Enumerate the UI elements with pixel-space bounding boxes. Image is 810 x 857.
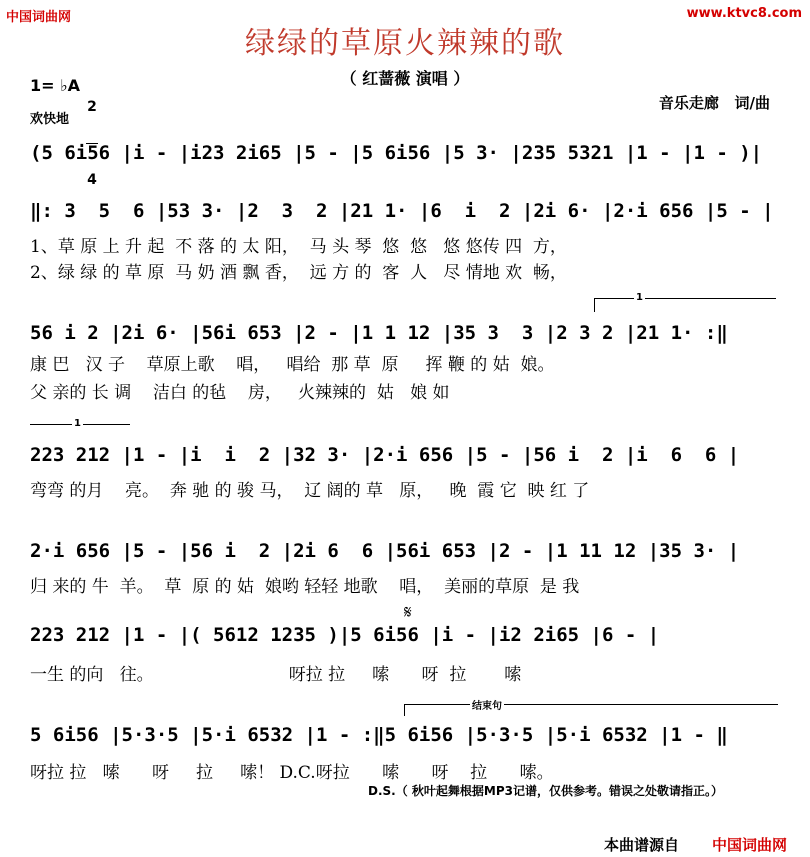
segno-sign: 𝄋 [404, 602, 412, 623]
music-line-intro: (5 6i56 |i - |i23 2i65 |5 - |5 6i56 |5 3· |235 5321 |1 - |1 - )| [30, 142, 763, 164]
watermark-right: www.ktvc8.com [686, 6, 802, 21]
lyric-line-1b: 2、绿 绿 的 草 原 马 奶 酒 飘 香， 远 方 的 客 人 尽 情地 欢 畅， [30, 263, 567, 283]
music-line-4: 2·i 656 |5 - |56 i 2 |2i 6 6 |56i 653 |2 - |1 11 12 |35 3· | [30, 540, 740, 562]
song-title: 绿绿的草原火辣辣的歌 [245, 26, 565, 61]
volta-1-label-cont: 1 [74, 418, 81, 429]
singer: （ 红蔷薇 演唱 ） [340, 69, 470, 88]
ending-label: 结束句 [470, 697, 504, 712]
volta-1-bracket [594, 298, 776, 299]
volta-1-label: 1 [636, 292, 643, 303]
lyric-line-1a: 1、草 原 上 升 起 不 落 的 太 阳， 马 头 琴 悠 悠 悠 悠传 四 方， [30, 237, 567, 257]
music-line-1: ‖: 3 5 6 |53 3· |2 3 2 |21 1· |6 i 2 |2i 6· |2·i 656 |5 - | [30, 200, 774, 222]
ending-bracket-edge [404, 704, 405, 716]
time-signature [86, 72, 98, 201]
lyric-line-2a: 康 巴 汉 子 草原上歌 唱， 唱给 那 草 原 挥 鞭 的 姑 娘。 [30, 355, 555, 375]
music-line-5: 223 212 |1 - |( 5612 1235 )|5 6i56 |i - |i2 2i65 |6 - | [30, 624, 660, 646]
lyric-line-4: 归 来的 牛 羊。 草 原 的 姑 娘哟 轻轻 地歌 唱， 美丽的草原 是 我 [30, 577, 580, 597]
watermark-left: 中国词曲网 [6, 10, 72, 25]
ending-bracket [404, 704, 778, 705]
volta-1-bracket-edge [594, 298, 595, 312]
footer-site: 中国词曲网 [712, 836, 788, 854]
footer-source: 本曲谱源自 [604, 836, 680, 854]
credit: 音乐走廊 词/曲 [658, 94, 770, 112]
time-bottom: 4 [87, 172, 97, 188]
transcription-note: D.S.（ 秋叶起舞根据MP3记谱，仅供参考。错误之处敬请指正。） [368, 784, 723, 798]
lyric-line-2b: 父 亲的 长 调 洁白 的毡 房， 火辣辣的 姑 娘 如 [30, 383, 450, 403]
tempo-marking: 欢快地 [30, 112, 70, 127]
music-line-6: 5 6i56 |5·3·5 |5·i 6532 |1 - :‖5 6i56 |5·3·5 |5·i 6532 |1 - ‖ [30, 724, 728, 746]
lyric-line-6: 呀拉 拉 嗦 呀 拉 嗦！ D.C.呀拉 嗦 呀 拉 嗦。 [30, 763, 554, 783]
music-line-2: 56 i 2 |2i 6· |56i 653 |2 - |1 1 12 |35 3 3 |2 3 2 |21 1· :‖ [30, 322, 728, 344]
key-signature: 1= ♭A [30, 76, 81, 95]
music-line-3: 223 212 |1 - |i i 2 |32 3· |2·i 656 |5 - |56 i 2 |i 6 6 | [30, 444, 740, 466]
time-top: 2 [87, 99, 97, 115]
lyric-line-5: 一生 的向 往。 呀拉 拉 嗦 呀 拉 嗦 [30, 665, 522, 685]
lyric-line-3: 弯弯 的月 亮。 奔 驰 的 骏 马， 辽 阔的 草 原， 晚 霞 它 映 红 了 [30, 481, 590, 501]
